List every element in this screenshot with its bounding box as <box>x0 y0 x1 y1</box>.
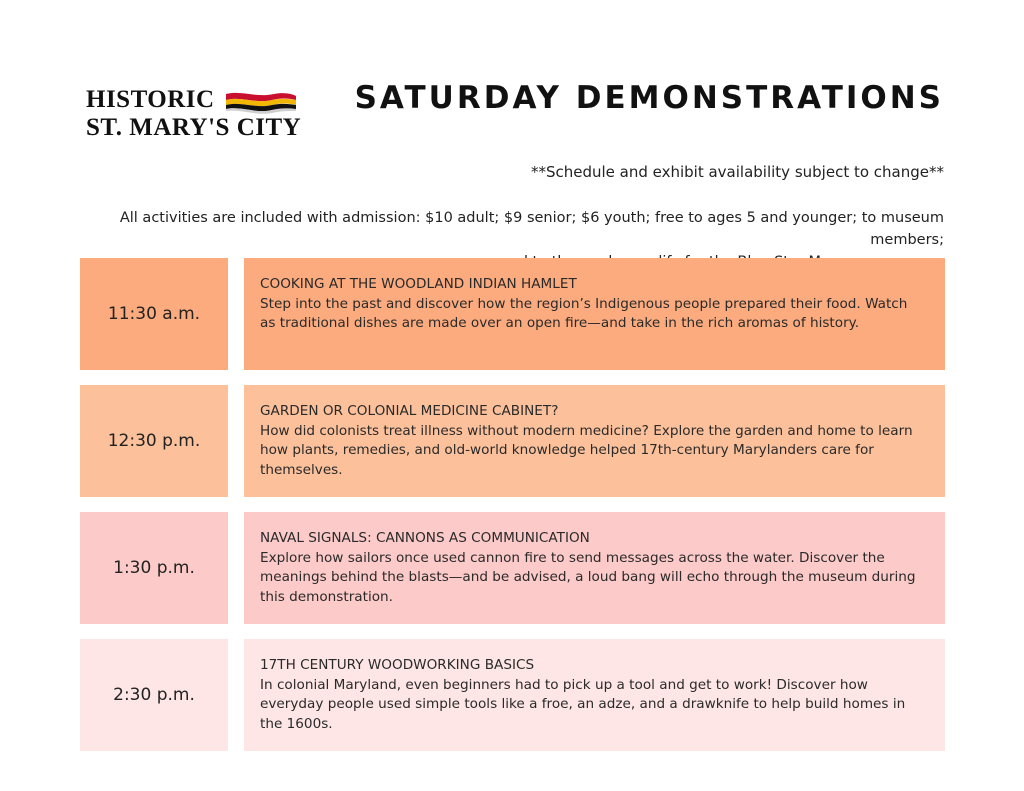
demonstration-description: Step into the past and discover how the region’s Indigenous people prepared their food. Watch as traditional dishes are made over an open fire—and take in the rich aromas of history. <box>260 295 908 331</box>
logo-text-line1: HISTORIC <box>86 86 215 113</box>
demonstration-title: 17TH CENTURY WOODWORKING BASICS <box>260 657 535 673</box>
time-slot: 12:30 p.m. <box>80 385 228 497</box>
flag-icon <box>222 90 298 116</box>
demonstration-title: GARDEN OR COLONIAL MEDICINE CABINET? <box>260 403 559 419</box>
demonstration-description: In colonial Maryland, even beginners had to pick up a tool and get to work! Discover how everyday people used simple tools like a froe, an adze, and a drawknife to help build homes in the 1600s. <box>260 676 906 732</box>
schedule-row <box>80 639 945 751</box>
time-slot: 2:30 p.m. <box>80 639 228 751</box>
logo <box>86 86 316 146</box>
demonstration-title: NAVAL SIGNALS: CANNONS AS COMMUNICATION <box>260 530 590 546</box>
demonstration-description: How did colonists treat illness without modern medicine? Explore the garden and home to learn how plants, remedies, and old-world knowledge helped 17th-century Marylanders care for themselves. <box>260 422 913 478</box>
schedule-disclaimer: **Schedule and exhibit availability subject to change** <box>530 163 944 181</box>
logo-text-line2: ST. MARY'S CITY <box>86 114 302 141</box>
page-title: SATURDAY DEMONSTRATIONS <box>354 80 944 116</box>
time-slot: 11:30 a.m. <box>80 258 228 370</box>
schedule-row <box>80 512 945 624</box>
demonstration-card <box>244 639 945 751</box>
admission-line-1: All activities are included with admission: $10 adult; $9 senior; $6 youth; free to ages 5 and younger; to museum members; <box>119 210 944 248</box>
schedule-row <box>80 385 945 497</box>
demonstration-title: COOKING AT THE WOODLAND INDIAN HAMLET <box>260 276 577 292</box>
time-slot: 1:30 p.m. <box>80 512 228 624</box>
demonstration-description: Explore how sailors once used cannon fire to send messages across the water. Discover the meanings behind the blasts—and be advised, a loud bang will echo through the museum during this demonstration. <box>260 549 916 605</box>
demonstration-card <box>244 258 945 370</box>
demonstration-card <box>244 512 945 624</box>
schedule-row <box>80 258 945 370</box>
demonstration-card <box>244 385 945 497</box>
